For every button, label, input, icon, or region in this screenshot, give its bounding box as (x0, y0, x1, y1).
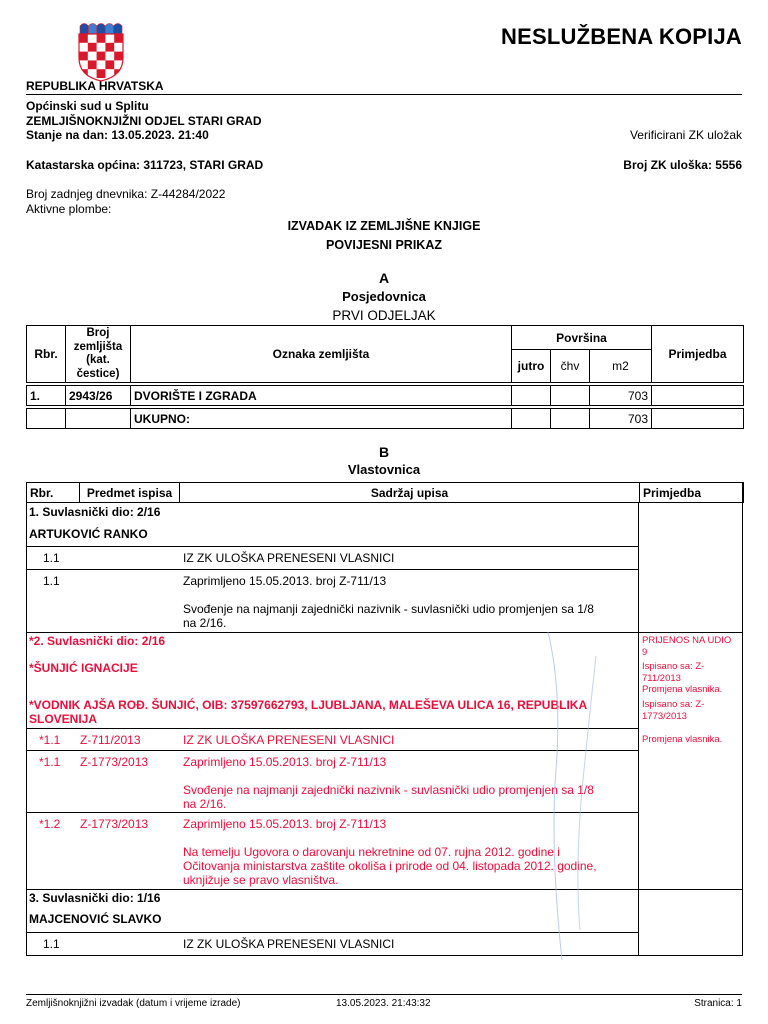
diary-info (26, 187, 225, 216)
share-3-entry-1-text: IZ ZK ULOŠKA PRENESENI VLASNICI (183, 937, 395, 951)
footer-divider (26, 994, 742, 995)
share-1-entry-2-rbr: 1.1 (43, 574, 60, 588)
col-chv: čhv (551, 350, 590, 383)
share-2-entry-3-rbr: *1.2 (39, 817, 61, 831)
section-a-subtitle: PRVI ODJELJAK (332, 308, 436, 323)
share-2-note-1: PRIJENOS NA UDIO 9 (642, 635, 732, 658)
header-divider (26, 94, 742, 95)
col-b-primjedba: Primjedba (640, 483, 744, 503)
share-1-title: 1. Suvlasnički dio: 2/16 (29, 505, 161, 519)
posjedovnica-table (26, 325, 744, 429)
share-2-entry-2-line-2: Svođenje na najmanji zajednički nazivnik - suvlasnički udio promjenjen sa 1/8 (183, 783, 594, 797)
share-1-entry-1-rbr: 1.1 (43, 551, 60, 565)
share-1-entry-2-line-3: na 2/16. (183, 616, 227, 630)
share-2-entry-2-line-1: Zaprimljeno 15.05.2013. broj Z-711/13 (183, 755, 387, 769)
share-2-owner: *ŠUNJIĆ IGNACIJE (29, 661, 138, 675)
table-row (27, 386, 744, 406)
share-2-entry-3-line-4: uknjižuje se pravo vlasništva. (183, 873, 339, 887)
extract-title: IZVADAK IZ ZEMLJIŠNE KNJIGE (287, 219, 481, 233)
document-title: NESLUŽBENA KOPIJA (501, 24, 742, 49)
share-2-entry-3-pred: Z-1773/2013 (80, 817, 149, 831)
col-broj: Broj zemljišta (kat. čestice) (66, 326, 131, 383)
cell-rbr: 1. (27, 386, 66, 406)
cell-broj: 2943/26 (66, 386, 131, 406)
verified-label: Verificirani ZK uložak (629, 128, 742, 142)
share-2-entry-1-note: Promjena vlasnika. (642, 734, 723, 745)
total-label: UKUPNO: (131, 409, 512, 429)
cell-chv (551, 386, 590, 406)
cell-oznaka: DVORIŠTE I ZGRADA (131, 386, 512, 406)
footer-page: Stranica: 1 (694, 998, 742, 1009)
remark-column-divider (638, 502, 639, 956)
cell-m2: 703 (590, 386, 652, 406)
section-a-name: Posjedovnica (342, 289, 426, 304)
section-b-letter: B (378, 444, 390, 460)
croatian-coat-of-arms-icon (78, 20, 124, 82)
share-2-entry-2-rbr: *1.1 (39, 755, 61, 769)
footer-datetime: 13.05.2023. 21:43:32 (336, 998, 431, 1009)
share-2-entry-1-text: IZ ZK ULOŠKA PRENESENI VLASNICI (183, 733, 395, 747)
share-3-entry-1-rbr: 1.1 (43, 937, 60, 951)
cadastral-municipality: Katastarska općina: 311723, STARI GRAD (26, 158, 264, 172)
share-2-note-3: Ispisano sa: Z- 1773/2013 (642, 699, 705, 722)
share-2-entry-1-pred: Z-711/2013 (80, 733, 141, 747)
share-1-entry-2-line-2: Svođenje na najmanji zajednički nazivnik - suvlasnički udio promjenjen sa 1/8 (183, 602, 594, 616)
court-department: ZEMLJIŠNOKNJIŽNI ODJEL STARI GRAD (26, 113, 262, 128)
col-rbr: Rbr. (27, 326, 66, 383)
col-jutro: jutro (512, 350, 551, 383)
col-m2: m2 (590, 350, 652, 383)
pen-mark-decoration (520, 630, 620, 970)
share-2-owner-2-line-2: SLOVENIJA (29, 712, 98, 726)
zk-number: Broj ZK uloška: 5556 (623, 158, 742, 172)
col-b-sadrzaj: Sadržaj upisa (180, 483, 640, 503)
total-m2: 703 (590, 409, 652, 429)
share-2-entry-2-line-3: na 2/16. (183, 797, 227, 811)
section-a-letter: A (378, 270, 390, 286)
share-3-owner: MAJCENOVIĆ SLAVKO (29, 912, 162, 926)
col-primjedba: Primjedba (652, 326, 744, 383)
share-1-entry-2-line-1: Zaprimljeno 15.05.2013. broj Z-711/13 (183, 574, 387, 588)
share-2-title: *2. Suvlasnički dio: 2/16 (29, 634, 166, 648)
last-diary-number: Broj zadnjeg dnevnika: Z-44284/2022 (26, 187, 226, 201)
vlastovnica-header (26, 482, 744, 503)
country-name: REPUBLIKA HRVATSKA (26, 79, 164, 93)
share-2-entry-1-rbr: *1.1 (39, 733, 61, 747)
share-2-owner-2-line-1: *VODNIK AJŠA ROĐ. ŠUNJIĆ, OIB: 37597662793, LJUBLJANA, MALEŠEVA ULICA 16, REPUBLIKA (29, 698, 588, 712)
share-2-entry-3-line-1: Zaprimljeno 15.05.2013. broj Z-711/13 (183, 817, 387, 831)
court-info (26, 99, 262, 143)
col-b-rbr: Rbr. (27, 483, 80, 503)
share-3-title: 3. Suvlasnički dio: 1/16 (29, 891, 161, 905)
state-date: Stanje na dan: 13.05.2023. 21:40 (26, 128, 209, 142)
share-2-entry-2-pred: Z-1773/2013 (80, 755, 149, 769)
active-seals: Aktivne plombe: (26, 201, 112, 216)
col-povrsina: Površina (512, 326, 652, 350)
history-title: POVIJESNI PRIKAZ (326, 238, 442, 252)
court-name: Općinski sud u Splitu (26, 99, 149, 113)
cell-primjedba (652, 386, 744, 406)
footer-label: Zemljišnoknjižni izvadak (datum i vrijeme izrade) (26, 998, 241, 1009)
share-1-entry-1-text: IZ ZK ULOŠKA PRENESENI VLASNICI (183, 551, 395, 565)
share-1-owner: ARTUKOVIĆ RANKO (29, 527, 148, 541)
total-row (27, 409, 744, 429)
share-2-entry-3-line-2: Na temelju Ugovora o darovanju nekretnine od 07. rujna 2012. godine i (183, 845, 560, 859)
share-2-entry-3-line-3: Očitovanja ministarstva zaštite okoliša i prirode od 04. listopada 2012. godine, (183, 859, 597, 873)
col-b-predmet: Predmet ispisa (80, 483, 180, 503)
section-b-name: Vlastovnica (347, 462, 421, 477)
cell-jutro (512, 386, 551, 406)
col-oznaka: Oznaka zemljišta (131, 326, 512, 383)
share-2-note-2: Ispisano sa: Z- 711/2013 Promjena vlasnika. (642, 661, 723, 695)
